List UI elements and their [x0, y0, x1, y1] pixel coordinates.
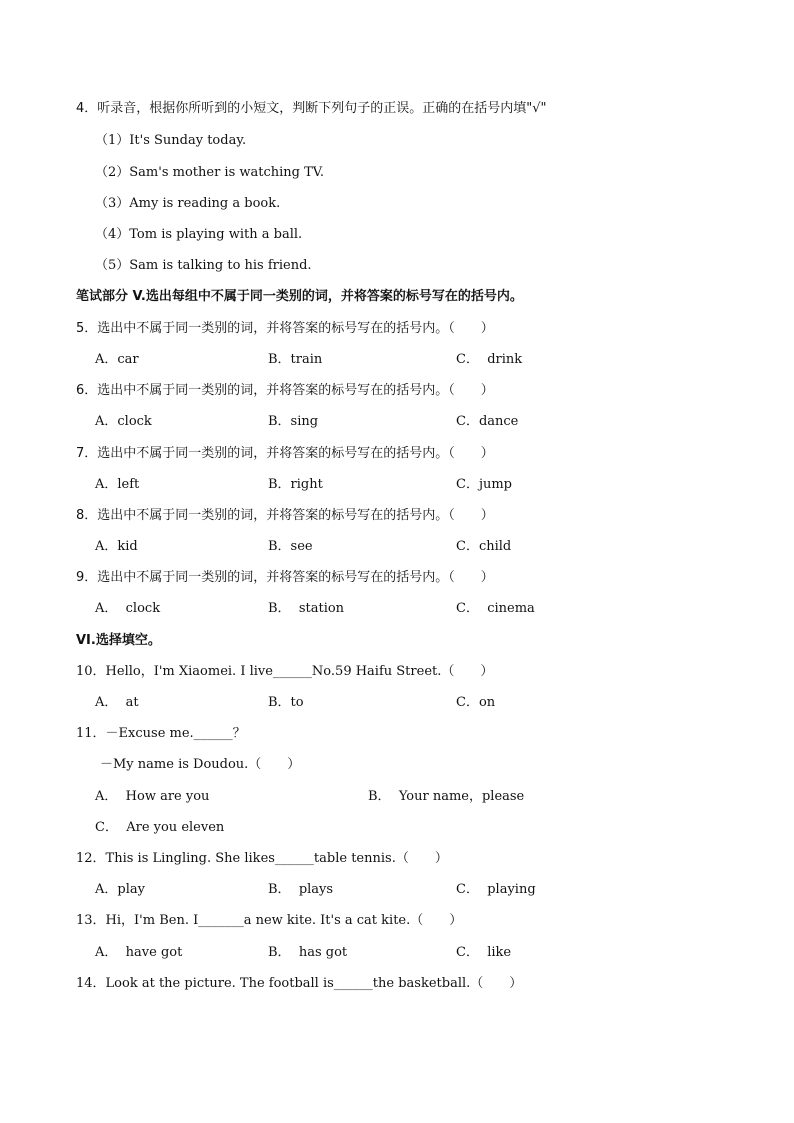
q9-option-a[interactable]: A． clock: [95, 601, 161, 616]
q12-option-b[interactable]: B． plays: [268, 882, 334, 897]
q12-option-c[interactable]: C． playing: [456, 882, 536, 897]
q4-item-2: （2）Sam's mother is watching TV.: [95, 165, 325, 180]
q5-option-c[interactable]: C． drink: [456, 352, 523, 367]
q9-option-b[interactable]: B． station: [268, 601, 345, 616]
q7-option-b[interactable]: B．right: [268, 477, 323, 492]
q9-option-c[interactable]: C． cinema: [456, 601, 535, 616]
q4-item-1: （1）It's Sunday today.: [95, 133, 247, 148]
q6-option-a[interactable]: A．clock: [95, 414, 152, 429]
q13-prompt: 13．Hi，I'm Ben. I_______a new kite. It's a cat kite.（ ）: [76, 913, 463, 928]
q12-option-a[interactable]: A．play: [95, 882, 145, 897]
q9-prompt: 9．选出中不属于同一类别的词，并将答案的标号写在的括号内。（ ）: [76, 570, 494, 585]
q6-option-c[interactable]: C．dance: [456, 414, 519, 429]
q8-option-b[interactable]: B．see: [268, 539, 313, 554]
section-vi-heading: VI.选择填空。: [76, 633, 161, 648]
q6-option-b[interactable]: B．sing: [268, 414, 319, 429]
q11-option-b[interactable]: B． Your name，please: [368, 789, 525, 804]
q11-option-c[interactable]: C． Are you eleven: [95, 820, 225, 835]
q8-prompt: 8．选出中不属于同一类别的词，并将答案的标号写在的括号内。（ ）: [76, 508, 494, 523]
q13-option-a[interactable]: A． have got: [95, 945, 183, 960]
q10-option-b[interactable]: B．to: [268, 695, 304, 710]
q7-prompt: 7．选出中不属于同一类别的词，并将答案的标号写在的括号内。（ ）: [76, 446, 494, 461]
q4-prompt: 4．听录音，根据你所听到的小短文，判断下列句子的正误。正确的在括号内填"√": [76, 101, 547, 116]
q11-answer-line: －My name is Doudou.（ ）: [100, 757, 301, 772]
q10-option-a[interactable]: A． at: [95, 695, 139, 710]
section-v-heading: 笔试部分 V.选出每组中不属于同一类别的词，并将答案的标号写在的括号内。: [76, 289, 523, 304]
q5-option-b[interactable]: B．train: [268, 352, 323, 367]
q4-item-4: （4）Tom is playing with a ball.: [95, 227, 303, 242]
q5-prompt: 5．选出中不属于同一类别的词，并将答案的标号写在的括号内。（ ）: [76, 321, 494, 336]
q11-option-a[interactable]: A． How are you: [95, 789, 210, 804]
q10-option-c[interactable]: C．on: [456, 695, 496, 710]
q8-option-a[interactable]: A．kid: [95, 539, 138, 554]
q14-prompt: 14．Look at the picture. The football is______the basketball.（ ）: [76, 976, 523, 991]
q6-prompt: 6．选出中不属于同一类别的词，并将答案的标号写在的括号内。（ ）: [76, 383, 494, 398]
q13-option-c[interactable]: C． like: [456, 945, 512, 960]
q5-option-a[interactable]: A．car: [95, 352, 139, 367]
q4-item-5: （5）Sam is talking to his friend.: [95, 258, 312, 273]
q13-option-b[interactable]: B． has got: [268, 945, 348, 960]
q7-option-c[interactable]: C．jump: [456, 477, 512, 492]
q11-prompt: 11．－Excuse me.______？: [76, 726, 246, 741]
q7-option-a[interactable]: A．left: [95, 477, 140, 492]
q8-option-c[interactable]: C．child: [456, 539, 512, 554]
q12-prompt: 12．This is Lingling. She likes______table tennis.（ ）: [76, 851, 448, 866]
q10-prompt: 10．Hello，I'm Xiaomei. I live______No.59 Haifu Street.（ ）: [76, 664, 494, 679]
q4-item-3: （3）Amy is reading a book.: [95, 196, 281, 211]
